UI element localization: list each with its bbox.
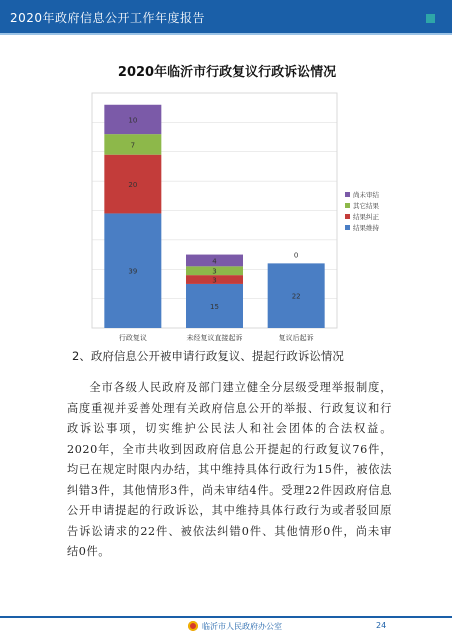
data-label: 15 [210, 302, 219, 311]
data-label: 7 [130, 141, 136, 150]
legend-swatch [345, 225, 350, 230]
header-accent-square [426, 14, 435, 23]
legend-label: 尚未审结 [353, 191, 379, 199]
footer-organization: 临沂市人民政府办公室 [202, 622, 282, 631]
section-heading: 2、政府信息公开被申请行政复议、提起行政诉讼情况 [72, 349, 344, 363]
data-label: 0 [293, 251, 299, 260]
data-label: 4 [212, 257, 217, 266]
chart-container [62, 55, 392, 355]
legend-label: 结果纠正 [353, 213, 379, 221]
legend-swatch [345, 214, 350, 219]
footer-divider [0, 616, 452, 618]
page-number: 24 [376, 621, 387, 630]
stacked-bar-chart [62, 55, 392, 355]
emblem-icon [188, 621, 198, 631]
header-divider [0, 33, 452, 35]
data-label: 3 [212, 267, 217, 276]
data-label: 39 [128, 267, 138, 276]
report-title: 2020年政府信息公开工作年度报告 [10, 11, 206, 25]
section-body [67, 378, 392, 563]
data-label: 10 [128, 116, 138, 125]
legend-label: 其它结果 [353, 202, 379, 210]
chart-title: 2020年临沂市行政复议行政诉讼情况 [117, 65, 337, 80]
legend-swatch [345, 203, 350, 208]
x-tick-label: 未经复议直接起诉 [186, 334, 243, 342]
x-tick-label: 行政复议 [118, 334, 147, 342]
legend-label: 结果维持 [353, 224, 379, 232]
data-label: 3 [212, 276, 217, 285]
section-paragraph: 全市各级人民政府及部门建立健全分层级受理举报制度，高度重视并妥善处理有关政府信息公开的举报、行政复议和行政诉讼事项，切实维护公民法人和社会团体的合法权益。2020年，全市共收到因政府信息公开提起的行政复议76件，均已在规定时限内办结，其中维持具体行政行为15件，被依法纠错3件，其他情形3件，尚未审结4件。受理22件因政府信息公开申请提起的行政诉讼，其中维持具体行政行为或者驳回原告诉讼请求的22件、被依法纠错0件、其他情形0件，尚未审结0件。 [67, 381, 392, 558]
legend-swatch [345, 192, 350, 197]
data-label: 20 [128, 181, 138, 190]
x-tick-label: 复议后起诉 [278, 334, 314, 342]
data-label: 22 [291, 292, 301, 301]
